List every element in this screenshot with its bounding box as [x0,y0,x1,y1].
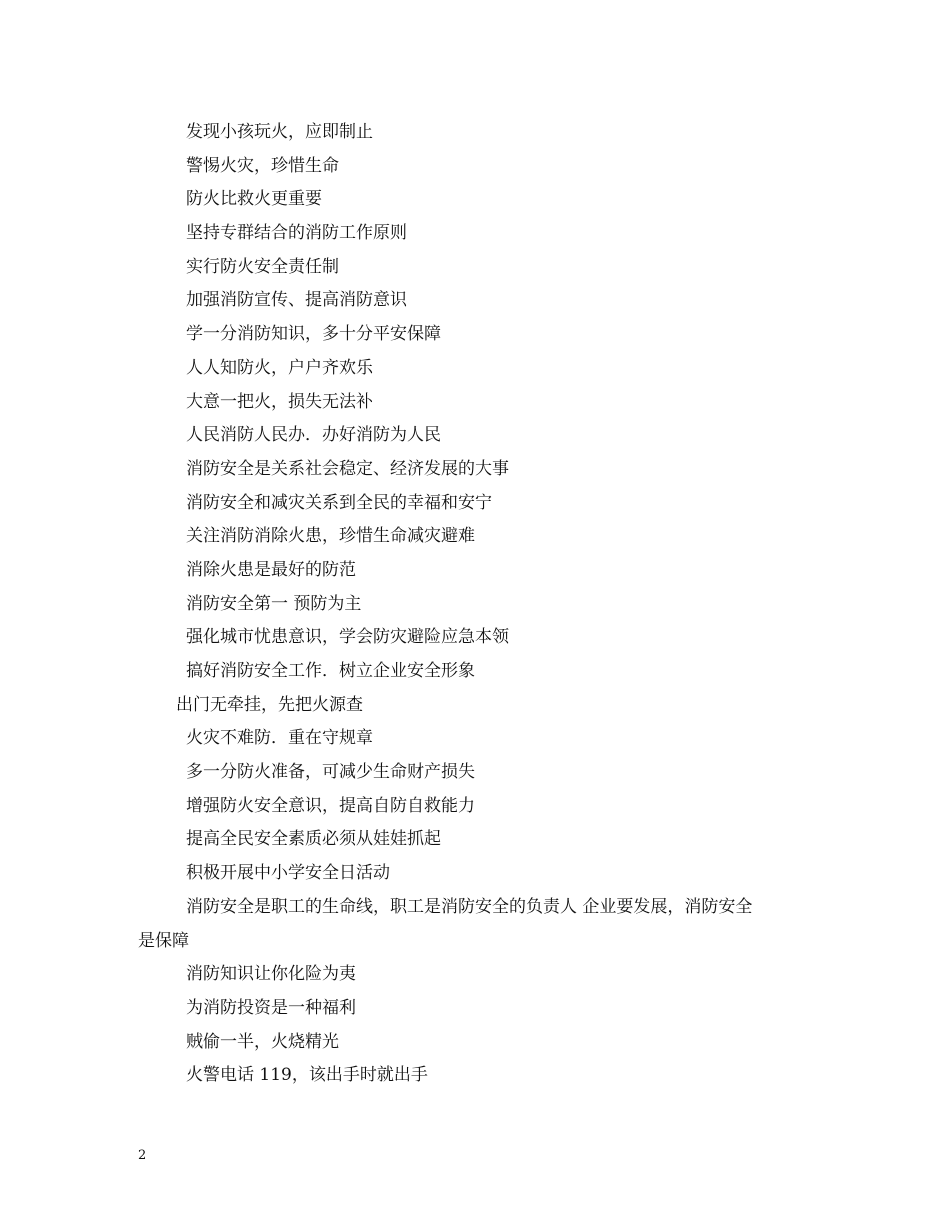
slogan-line: 火警电话 119，该出手时就出手 [186,1065,428,1086]
slogan-line: 强化城市忧患意识，学会防灾避险应急本领 [186,627,509,648]
slogan-line: 消防安全是关系社会稳定、经济发展的大事 [186,458,509,479]
slogan-line: 人人知防火，户户齐欢乐 [186,357,373,378]
slogan-line: 多一分防火准备，可减少生命财产损失 [186,762,475,783]
slogan-line: 消防知识让你化险为夷 [186,964,356,985]
slogan-line: 实行防火安全责任制 [186,256,339,277]
slogan-list [138,116,828,1093]
slogan-line: 消除火患是最好的防范 [186,559,356,580]
slogan-line: 火灾不难防．重在守规章 [186,728,373,749]
slogan-line: 搞好消防安全工作．树立企业安全形象 [186,661,475,681]
slogan-line: 消防安全是职工的生命线，职工是消防安全的负责人 企业要发展，消防安全 [186,896,753,917]
slogan-line: 发现小孩玩火，应即制止 [186,122,373,142]
slogan-line: 消防安全第一 预防为主 [186,593,362,614]
slogan-line: 加强消防宣传、提高消防意识 [186,290,407,311]
slogan-line: 增强防火安全意识，提高自防自救能力 [186,795,475,816]
slogan-line: 贼偷一半，火烧精光 [186,1031,339,1052]
slogan-line: 人民消防人民办．办好消防为人民 [186,425,441,446]
slogan-line: 坚持专群结合的消防工作原则 [186,223,407,244]
slogan-line: 出门无牵挂，先把火源查 [176,694,363,715]
page-number: 2 [138,1148,147,1163]
slogan-line: 大意一把火，损失无法补 [186,391,373,412]
slogan-line: 提高全民安全素质必须从娃娃抓起 [186,829,441,850]
slogan-line: 为消防投资是一种福利 [186,997,356,1018]
slogan-line: 消防安全和减灾关系到全民的幸福和安宁 [186,492,492,513]
slogan-line: 关注消防消除火患，珍惜生命减灾避难 [186,526,475,547]
slogan-line: 防火比救火更重要 [186,189,322,210]
slogan-line: 积极开展中小学安全日活动 [186,863,390,884]
slogan-line: 警惕火灾，珍惜生命 [186,155,339,176]
slogan-line: 学一分消防知识，多十分平安保障 [186,324,441,345]
slogan-line-continuation: 是保障 [138,930,189,951]
